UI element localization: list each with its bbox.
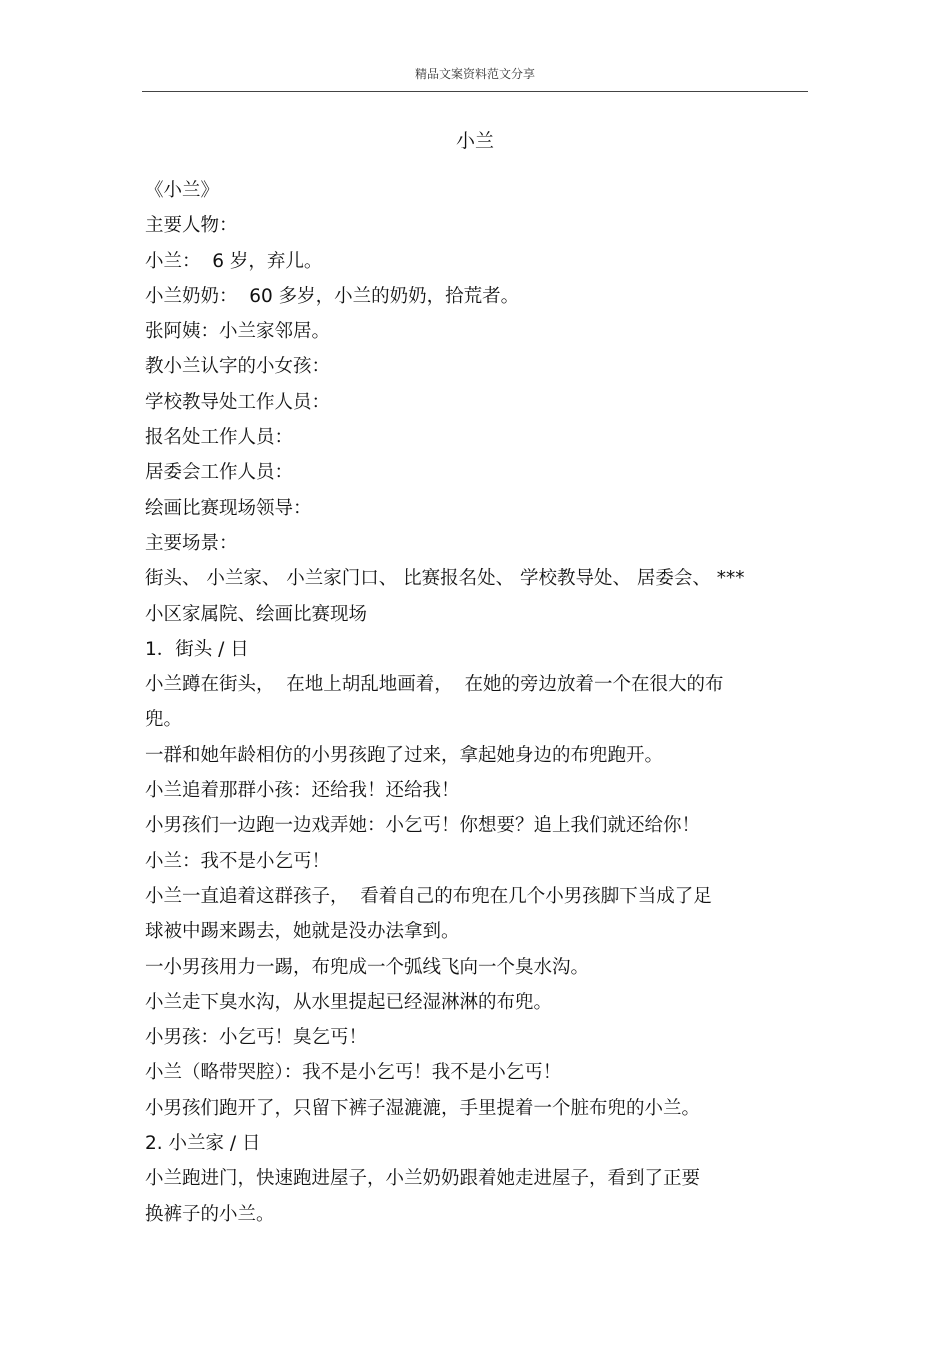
text-line: 球被中踢来踢去，她就是没办法拿到。 (145, 921, 460, 943)
scene-heading: 1．街头 / 日 (145, 638, 249, 660)
document-title: 小兰 (455, 130, 494, 152)
text-line: 小兰奶奶： 60 多岁，小兰的奶奶，拾荒者。 (145, 285, 520, 307)
header-divider (142, 91, 808, 92)
text-line: 小区家属院、绘画比赛现场 (145, 603, 368, 625)
text-line: 学校教导处工作人员： (145, 391, 331, 413)
text-line: 小兰蹲在街头， 在地上胡乱地画着， 在她的旁边放着一个在很大的布 (145, 674, 724, 696)
text-line: 《小兰》 (145, 180, 220, 201)
text-line: 居委会工作人员： (145, 462, 294, 484)
text-line: 一群和她年龄相仿的小男孩跑了过来，拿起她身边的布兜跑开。 (145, 744, 664, 766)
text-line: 报名处工作人员： (145, 427, 294, 449)
text-line: 小男孩：小乞丐！臭乞丐！ (145, 1027, 368, 1049)
text-line: 兜。 (145, 709, 183, 731)
text-line: 小男孩们跑开了，只留下裤子湿漉漉，手里提着一个脏布兜的小兰。 (145, 1097, 701, 1119)
page-header: 精品文案资料范文分享 (414, 67, 535, 81)
document-body (145, 173, 810, 1232)
text-line: 小兰跑进门，快速跑进屋子，小兰奶奶跟着她走进屋子，看到了正要 (145, 1168, 701, 1190)
text-line: 教小兰认字的小女孩： (145, 356, 331, 378)
text-line: 小兰：我不是小乞丐！ (145, 850, 331, 872)
text-line: 小男孩们一边跑一边戏弄她：小乞丐！你想要？追上我们就还给你！ (145, 815, 701, 837)
text-line: 换裤子的小兰。 (145, 1203, 275, 1225)
text-line: 主要人物： (145, 215, 238, 237)
text-line: 街头、 小兰家、 小兰家门口、 比赛报名处、 学校教导处、 居委会、 *** (145, 568, 745, 590)
text-line: 绘画比赛现场领导： (145, 497, 312, 519)
text-line: 小兰走下臭水沟，从水里提起已经湿淋淋的布兜。 (145, 991, 553, 1013)
text-line: 小兰一直追着这群孩子， 看着自己的布兜在几个小男孩脚下当成了足 (145, 885, 712, 907)
text-line: 小兰追着那群小孩：还给我！还给我！ (145, 780, 460, 802)
text-line: 一小男孩用力一踢，布兜成一个弧线飞向一个臭水沟。 (145, 956, 590, 978)
text-line: 小兰： 6 岁，弃儿。 (145, 250, 323, 272)
text-line: 张阿姨：小兰家邻居。 (145, 321, 331, 343)
text-line: 小兰（略带哭腔）：我不是小乞丐！我不是小乞丐！ (145, 1062, 562, 1084)
text-line: 主要场景： (145, 532, 238, 554)
scene-heading: 2. 小兰家 / 日 (145, 1133, 261, 1155)
